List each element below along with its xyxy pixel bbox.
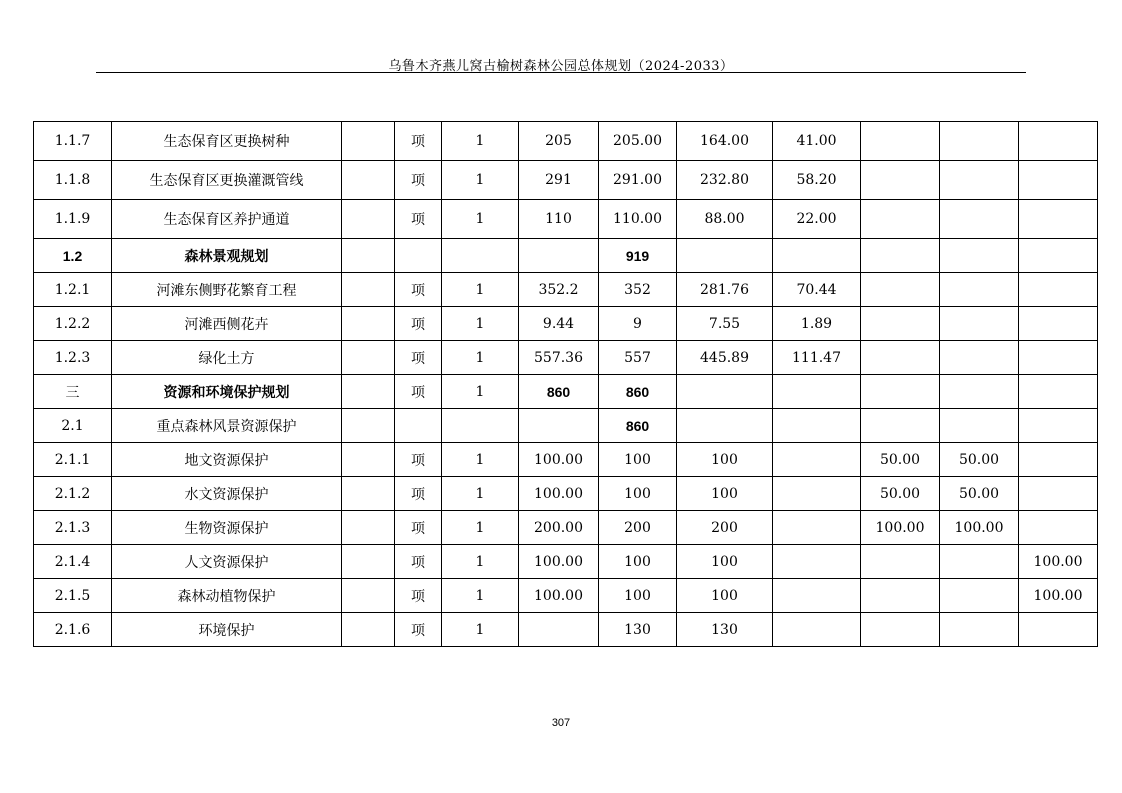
amount-cell bbox=[1019, 200, 1098, 239]
spec-cell bbox=[342, 341, 395, 375]
unit-cell: 项 bbox=[395, 477, 442, 511]
amount-cell: 111.47 bbox=[773, 341, 861, 375]
total-cell: 200 bbox=[599, 511, 677, 545]
item-number-cell: 2.1.2 bbox=[34, 477, 112, 511]
amount-cell: 130 bbox=[677, 613, 773, 647]
amount-cell: 100 bbox=[677, 477, 773, 511]
unit-price-cell: 205 bbox=[519, 122, 599, 161]
table-row bbox=[34, 307, 1098, 341]
unit-price-cell: 100.00 bbox=[519, 545, 599, 579]
amount-cell bbox=[1019, 409, 1098, 443]
spec-cell bbox=[342, 161, 395, 200]
item-name-cell: 生态保育区养护通道 bbox=[112, 200, 342, 239]
amount-cell bbox=[773, 443, 861, 477]
table-row bbox=[34, 161, 1098, 200]
amount-cell bbox=[1019, 613, 1098, 647]
item-name-cell: 绿化土方 bbox=[112, 341, 342, 375]
quantity-cell: 1 bbox=[442, 341, 519, 375]
total-cell: 860 bbox=[599, 375, 677, 409]
unit-price-cell: 200.00 bbox=[519, 511, 599, 545]
amount-cell bbox=[773, 511, 861, 545]
table-row bbox=[34, 341, 1098, 375]
item-number-cell: 1.2.2 bbox=[34, 307, 112, 341]
spec-cell bbox=[342, 273, 395, 307]
table-row bbox=[34, 545, 1098, 579]
quantity-cell: 1 bbox=[442, 545, 519, 579]
unit-cell: 项 bbox=[395, 200, 442, 239]
unit-price-cell: 557.36 bbox=[519, 341, 599, 375]
total-cell: 9 bbox=[599, 307, 677, 341]
item-name-cell: 生态保育区更换树种 bbox=[112, 122, 342, 161]
amount-cell bbox=[773, 375, 861, 409]
total-cell: 110.00 bbox=[599, 200, 677, 239]
spec-cell bbox=[342, 579, 395, 613]
amount-cell bbox=[1019, 477, 1098, 511]
item-number-cell: 2.1.3 bbox=[34, 511, 112, 545]
spec-cell bbox=[342, 200, 395, 239]
unit-cell: 项 bbox=[395, 307, 442, 341]
unit-cell: 项 bbox=[395, 341, 442, 375]
amount-cell bbox=[1019, 341, 1098, 375]
item-name-cell: 森林动植物保护 bbox=[112, 579, 342, 613]
item-number-cell: 2.1.5 bbox=[34, 579, 112, 613]
amount-cell bbox=[773, 409, 861, 443]
unit-cell: 项 bbox=[395, 375, 442, 409]
item-name-cell: 重点森林风景资源保护 bbox=[112, 409, 342, 443]
amount-cell bbox=[940, 545, 1019, 579]
table-row bbox=[34, 273, 1098, 307]
amount-cell bbox=[1019, 161, 1098, 200]
unit-price-cell: 100.00 bbox=[519, 443, 599, 477]
spec-cell bbox=[342, 409, 395, 443]
table-row bbox=[34, 511, 1098, 545]
amount-cell: 100 bbox=[677, 545, 773, 579]
amount-cell: 100.00 bbox=[861, 511, 940, 545]
budget-table bbox=[33, 121, 1098, 647]
table-row bbox=[34, 477, 1098, 511]
spec-cell bbox=[342, 477, 395, 511]
amount-cell bbox=[861, 613, 940, 647]
amount-cell bbox=[861, 273, 940, 307]
table-row bbox=[34, 579, 1098, 613]
unit-cell: 项 bbox=[395, 273, 442, 307]
amount-cell: 58.20 bbox=[773, 161, 861, 200]
amount-cell bbox=[940, 375, 1019, 409]
quantity-cell: 1 bbox=[442, 307, 519, 341]
unit-cell: 项 bbox=[395, 613, 442, 647]
total-cell: 100 bbox=[599, 443, 677, 477]
amount-cell bbox=[773, 239, 861, 273]
spec-cell bbox=[342, 239, 395, 273]
item-number-cell: 1.2.3 bbox=[34, 341, 112, 375]
amount-cell bbox=[861, 200, 940, 239]
amount-cell bbox=[1019, 122, 1098, 161]
spec-cell bbox=[342, 375, 395, 409]
spec-cell bbox=[342, 613, 395, 647]
table-row bbox=[34, 613, 1098, 647]
budget-table-body bbox=[34, 122, 1098, 647]
total-cell: 130 bbox=[599, 613, 677, 647]
item-name-cell: 人文资源保护 bbox=[112, 545, 342, 579]
amount-cell: 100.00 bbox=[940, 511, 1019, 545]
amount-cell bbox=[940, 579, 1019, 613]
quantity-cell: 1 bbox=[442, 375, 519, 409]
item-name-cell: 河滩西侧花卉 bbox=[112, 307, 342, 341]
amount-cell: 100 bbox=[677, 579, 773, 613]
quantity-cell: 1 bbox=[442, 511, 519, 545]
table-row bbox=[34, 122, 1098, 161]
item-number-cell: 1.2.1 bbox=[34, 273, 112, 307]
unit-price-cell: 100.00 bbox=[519, 477, 599, 511]
running-header-title: 乌鲁木齐燕儿窝古榆树森林公园总体规划（2024-2033） bbox=[388, 59, 734, 74]
unit-price-cell: 100.00 bbox=[519, 579, 599, 613]
table-row bbox=[34, 239, 1098, 273]
unit-price-cell: 110 bbox=[519, 200, 599, 239]
amount-cell bbox=[940, 161, 1019, 200]
item-name-cell: 环境保护 bbox=[112, 613, 342, 647]
unit-price-cell bbox=[519, 239, 599, 273]
amount-cell bbox=[1019, 273, 1098, 307]
amount-cell: 100.00 bbox=[1019, 545, 1098, 579]
amount-cell bbox=[940, 409, 1019, 443]
table-row bbox=[34, 409, 1098, 443]
amount-cell: 50.00 bbox=[861, 477, 940, 511]
unit-cell: 项 bbox=[395, 545, 442, 579]
total-cell: 919 bbox=[599, 239, 677, 273]
spec-cell bbox=[342, 545, 395, 579]
unit-price-cell: 291 bbox=[519, 161, 599, 200]
amount-cell: 50.00 bbox=[940, 477, 1019, 511]
total-cell: 100 bbox=[599, 579, 677, 613]
spec-cell bbox=[342, 307, 395, 341]
item-number-cell: 1.1.7 bbox=[34, 122, 112, 161]
amount-cell bbox=[677, 375, 773, 409]
item-name-cell: 资源和环境保护规划 bbox=[112, 375, 342, 409]
item-name-cell: 地文资源保护 bbox=[112, 443, 342, 477]
amount-cell bbox=[677, 409, 773, 443]
amount-cell bbox=[940, 307, 1019, 341]
quantity-cell: 1 bbox=[442, 579, 519, 613]
unit-price-cell bbox=[519, 409, 599, 443]
quantity-cell: 1 bbox=[442, 477, 519, 511]
table-row bbox=[34, 375, 1098, 409]
amount-cell bbox=[861, 307, 940, 341]
amount-cell: 232.80 bbox=[677, 161, 773, 200]
spec-cell bbox=[342, 122, 395, 161]
total-cell: 100 bbox=[599, 477, 677, 511]
item-name-cell: 水文资源保护 bbox=[112, 477, 342, 511]
unit-cell bbox=[395, 239, 442, 273]
amount-cell bbox=[861, 579, 940, 613]
amount-cell: 445.89 bbox=[677, 341, 773, 375]
unit-price-cell: 860 bbox=[519, 375, 599, 409]
amount-cell: 164.00 bbox=[677, 122, 773, 161]
amount-cell bbox=[861, 161, 940, 200]
amount-cell bbox=[861, 122, 940, 161]
amount-cell: 22.00 bbox=[773, 200, 861, 239]
quantity-cell: 1 bbox=[442, 613, 519, 647]
amount-cell bbox=[1019, 375, 1098, 409]
amount-cell bbox=[940, 239, 1019, 273]
item-number-cell: 1.1.8 bbox=[34, 161, 112, 200]
amount-cell: 50.00 bbox=[861, 443, 940, 477]
quantity-cell: 1 bbox=[442, 443, 519, 477]
amount-cell bbox=[861, 545, 940, 579]
total-cell: 100 bbox=[599, 545, 677, 579]
item-name-cell: 河滩东侧野花繁育工程 bbox=[112, 273, 342, 307]
amount-cell bbox=[773, 477, 861, 511]
item-number-cell: 三 bbox=[34, 375, 112, 409]
total-cell: 557 bbox=[599, 341, 677, 375]
unit-price-cell: 9.44 bbox=[519, 307, 599, 341]
unit-cell bbox=[395, 409, 442, 443]
quantity-cell: 1 bbox=[442, 200, 519, 239]
item-number-cell: 1.1.9 bbox=[34, 200, 112, 239]
amount-cell bbox=[677, 239, 773, 273]
amount-cell bbox=[773, 545, 861, 579]
spec-cell bbox=[342, 511, 395, 545]
page-number: 307 bbox=[551, 717, 571, 729]
item-number-cell: 1.2 bbox=[34, 239, 112, 273]
amount-cell bbox=[1019, 443, 1098, 477]
unit-cell: 项 bbox=[395, 122, 442, 161]
amount-cell bbox=[861, 409, 940, 443]
item-name-cell: 生物资源保护 bbox=[112, 511, 342, 545]
amount-cell bbox=[773, 613, 861, 647]
item-number-cell: 2.1.4 bbox=[34, 545, 112, 579]
amount-cell: 100.00 bbox=[1019, 579, 1098, 613]
amount-cell bbox=[940, 122, 1019, 161]
unit-cell: 项 bbox=[395, 161, 442, 200]
amount-cell: 1.89 bbox=[773, 307, 861, 341]
item-number-cell: 2.1.6 bbox=[34, 613, 112, 647]
quantity-cell: 1 bbox=[442, 122, 519, 161]
item-number-cell: 2.1.1 bbox=[34, 443, 112, 477]
amount-cell bbox=[1019, 239, 1098, 273]
quantity-cell bbox=[442, 409, 519, 443]
total-cell: 352 bbox=[599, 273, 677, 307]
amount-cell: 100 bbox=[677, 443, 773, 477]
amount-cell bbox=[940, 273, 1019, 307]
amount-cell: 7.55 bbox=[677, 307, 773, 341]
spec-cell bbox=[342, 443, 395, 477]
amount-cell: 281.76 bbox=[677, 273, 773, 307]
amount-cell bbox=[940, 613, 1019, 647]
header-rule bbox=[96, 72, 1026, 73]
amount-cell bbox=[773, 579, 861, 613]
amount-cell bbox=[861, 341, 940, 375]
total-cell: 205.00 bbox=[599, 122, 677, 161]
amount-cell: 88.00 bbox=[677, 200, 773, 239]
quantity-cell: 1 bbox=[442, 273, 519, 307]
amount-cell: 41.00 bbox=[773, 122, 861, 161]
quantity-cell: 1 bbox=[442, 161, 519, 200]
unit-cell: 项 bbox=[395, 579, 442, 613]
quantity-cell bbox=[442, 239, 519, 273]
amount-cell: 70.44 bbox=[773, 273, 861, 307]
amount-cell bbox=[940, 200, 1019, 239]
item-name-cell: 生态保育区更换灌溉管线 bbox=[112, 161, 342, 200]
table-row bbox=[34, 443, 1098, 477]
total-cell: 291.00 bbox=[599, 161, 677, 200]
amount-cell bbox=[1019, 307, 1098, 341]
item-name-cell: 森林景观规划 bbox=[112, 239, 342, 273]
amount-cell: 200 bbox=[677, 511, 773, 545]
table-row bbox=[34, 200, 1098, 239]
unit-price-cell bbox=[519, 613, 599, 647]
amount-cell bbox=[861, 375, 940, 409]
amount-cell bbox=[861, 239, 940, 273]
item-number-cell: 2.1 bbox=[34, 409, 112, 443]
unit-cell: 项 bbox=[395, 443, 442, 477]
unit-price-cell: 352.2 bbox=[519, 273, 599, 307]
total-cell: 860 bbox=[599, 409, 677, 443]
unit-cell: 项 bbox=[395, 511, 442, 545]
amount-cell bbox=[940, 341, 1019, 375]
amount-cell bbox=[1019, 511, 1098, 545]
amount-cell: 50.00 bbox=[940, 443, 1019, 477]
